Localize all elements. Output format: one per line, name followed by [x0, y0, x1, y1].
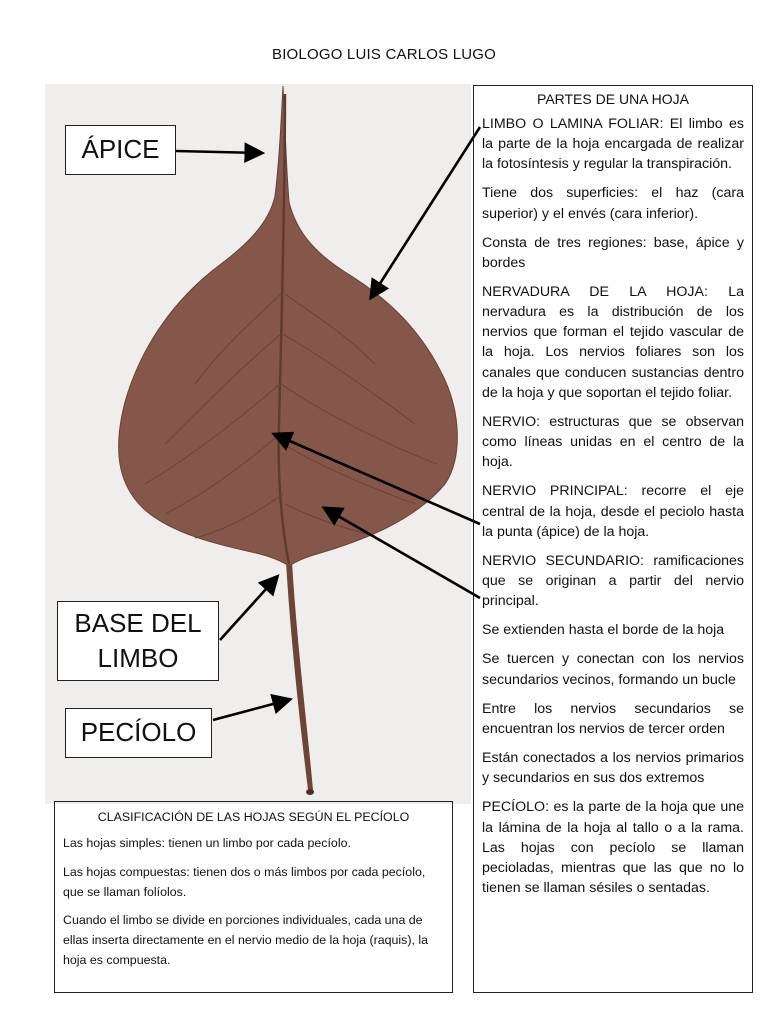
paragraph: Las hojas compuestas: tienen dos o más limbos por cada pecíolo, que se llaman folíolos. — [63, 864, 426, 899]
paragraph: Se tuercen y conectan con los nervios secundarios vecinos, formando un bucle — [482, 651, 744, 688]
paragraph: Tiene dos superficies: el haz (cara superior) y el envés (cara inferior). — [482, 185, 744, 222]
paragraph: Están conectados a los nervios primarios y secundarios en sus dos extremos — [482, 750, 744, 787]
classification-panel — [54, 801, 453, 993]
paragraph: NERVADURA DE LA HOJA: La nervadura es la distribución de los nervios que forman el tejido vascular de la hoja. Los nervios foliares son los canales que conducen sustancias dentro de la hoja y que soportan el tejido foliar. — [482, 283, 744, 401]
page-title: BIOLOGO LUIS CARLOS LUGO — [271, 46, 497, 63]
paragraph: Cuando el limbo se divide en porciones individuales, cada una de ellas inserta directamente en el nervio medio de la hoja (raquis), la hoja es compuesta. — [63, 913, 429, 968]
paragraph: PECÍOLO: es la parte de la hoja que une la lámina de la hoja al tallo o a la rama. Las hojas con pecíolo se llaman pecioladas, mientras que las que no lo tienen se llaman sésiles o sentadas. — [482, 799, 744, 897]
arrow-base — [220, 578, 276, 640]
paragraph: NERVIO SECUNDARIO: ramificaciones que se originan a partir del nervio principal. — [482, 552, 744, 610]
paragraph: Entre los nervios secundarios se encuentran los nervios de tercer orden — [482, 700, 744, 737]
arrow-nervio-secundario — [326, 509, 480, 598]
paragraph: Consta de tres regiones: base, ápice y bordes — [482, 234, 744, 271]
paragraph: Se extienden hasta el borde de la hoja — [482, 622, 725, 639]
arrow-peciolo — [213, 700, 288, 720]
label-apice: ÁPICE — [65, 125, 176, 175]
arrow-nervio-principal — [276, 435, 480, 524]
arrow-limbo — [372, 127, 480, 296]
paragraph: Las hojas simples: tienen un limbo por cada pecíolo. — [63, 835, 351, 850]
label-peciolo: PECÍOLO — [65, 708, 212, 758]
paragraph: LIMBO O LAMINA FOLIAR: El limbo es la parte de la hoja encargada de realizar la fotosíntesis y regular la transpiración. — [482, 115, 744, 173]
panel-heading: CLASIFICACIÓN DE LAS HOJAS SEGÚN EL PECÍOLO — [97, 810, 410, 824]
parts-of-leaf-panel — [473, 85, 753, 993]
paragraph: NERVIO: estructuras que se observan como líneas unidas en el centro de la hoja. — [482, 413, 744, 471]
label-base-del-limbo: BASE DEL LIMBO — [57, 601, 219, 681]
paragraph: NERVIO PRINCIPAL: recorre el eje central de la hoja, desde el peciolo hasta la punta (ápice) de la hoja. — [482, 483, 744, 540]
panel-heading: PARTES DE UNA HOJA — [537, 91, 689, 107]
arrow-apice — [176, 151, 260, 153]
